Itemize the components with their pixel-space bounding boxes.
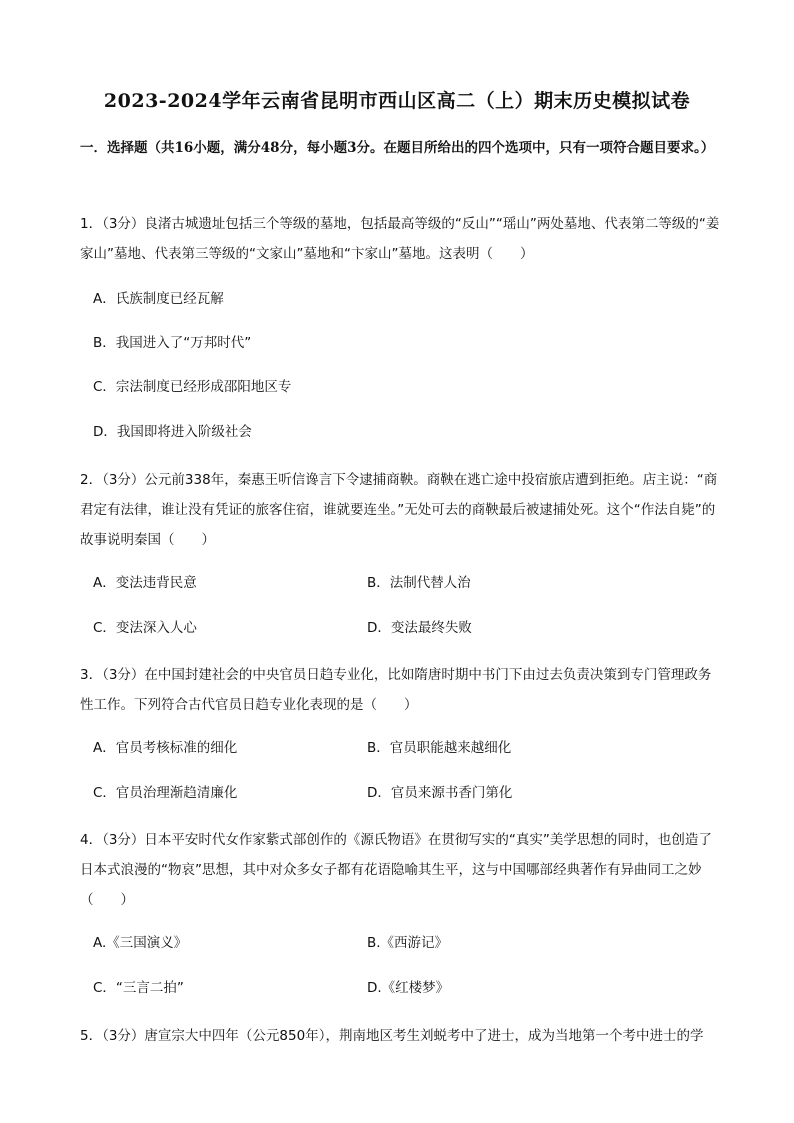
option-a[interactable]: A．氏族制度已经瓦解 <box>93 291 224 307</box>
option-d[interactable]: D．官员来源书香门第化 <box>367 785 513 801</box>
question-number: 4． <box>80 832 103 848</box>
option-a[interactable]: A．变法违背民意 <box>93 575 197 591</box>
option-b[interactable]: B．我国进入了“万邦时代” <box>93 335 252 351</box>
question-text: （3分）公元前338年，秦惠王听信谗言下令逮捕商鞅。商鞅在逃亡途中投宿旅店遭到拒绝。店主说：“商君定有法律，谁让没有凭证的旅客住宿，谁就要连坐。”无处可去的商鞅最后被逮捕处死。这个“作法自毙”的故事说明秦国（ ） <box>80 472 718 548</box>
option-b[interactable]: B．法制代替人治 <box>367 575 471 591</box>
question-5 <box>80 1021 720 1051</box>
page-title: 2023-2024学年云南省昆明市西山区高二（上）期末历史模拟试卷 <box>103 90 691 112</box>
option-a[interactable]: A．官员考核标准的细化 <box>93 740 238 756</box>
question-number: 3． <box>80 667 103 683</box>
option-d[interactable]: D.《红楼梦》 <box>367 980 450 996</box>
question-text: （3分）良渚古城遗址包括三个等级的墓地，包括最高等级的“反山”“瑶山”两处墓地、代表第二等级的“姜家山”墓地、代表第三等级的“文家山”墓地和“卞家山”墓地。这表明（ ） <box>80 216 720 262</box>
option-b[interactable]: B.《西游记》 <box>367 935 449 951</box>
question-3 <box>80 660 720 720</box>
option-d[interactable]: D．变法最终失败 <box>367 620 472 636</box>
option-c[interactable]: C．“三言二拍” <box>93 980 184 996</box>
option-a[interactable]: A.《三国演义》 <box>93 935 188 951</box>
question-4 <box>80 825 720 915</box>
option-d[interactable]: D．我国即将进入阶级社会 <box>93 424 252 440</box>
section-heading: 一．选择题（共16小题，满分48分，每小题3分。在题目所给出的四个选项中，只有一项符合题目要求。） <box>80 140 715 156</box>
question-1 <box>80 209 720 269</box>
question-number: 5． <box>80 1028 103 1044</box>
option-c[interactable]: C．变法深入人心 <box>93 620 197 636</box>
question-text: （3分）唐宣宗大中四年（公元850年），荆南地区考生刘蜕考中了进士，成为当地第一个考中进士的学 <box>102 1028 704 1044</box>
question-number: 2． <box>80 472 103 488</box>
option-c[interactable]: C．官员治理渐趋清廉化 <box>93 785 238 801</box>
question-text: （3分）在中国封建社会的中央官员日趋专业化，比如隋唐时期中书门下由过去负责决策到专门管理政务性工作。下列符合古代官员日趋专业化表现的是（ ） <box>80 667 712 713</box>
option-b[interactable]: B．官员职能越来越细化 <box>367 740 512 756</box>
question-2 <box>80 465 720 555</box>
question-text: （3分）日本平安时代女作家紫式部创作的《源氏物语》在贯彻写实的“真实”美学思想的同时，也创造了日本式浪漫的“物哀”思想，其中对众多女子都有花语隐喻其生平，这与中国哪部经典著作有异曲同工之妙（ ） <box>80 832 712 908</box>
question-number: 1． <box>80 216 103 232</box>
option-c[interactable]: C．宗法制度已经形成邵阳地区专 <box>93 379 292 395</box>
